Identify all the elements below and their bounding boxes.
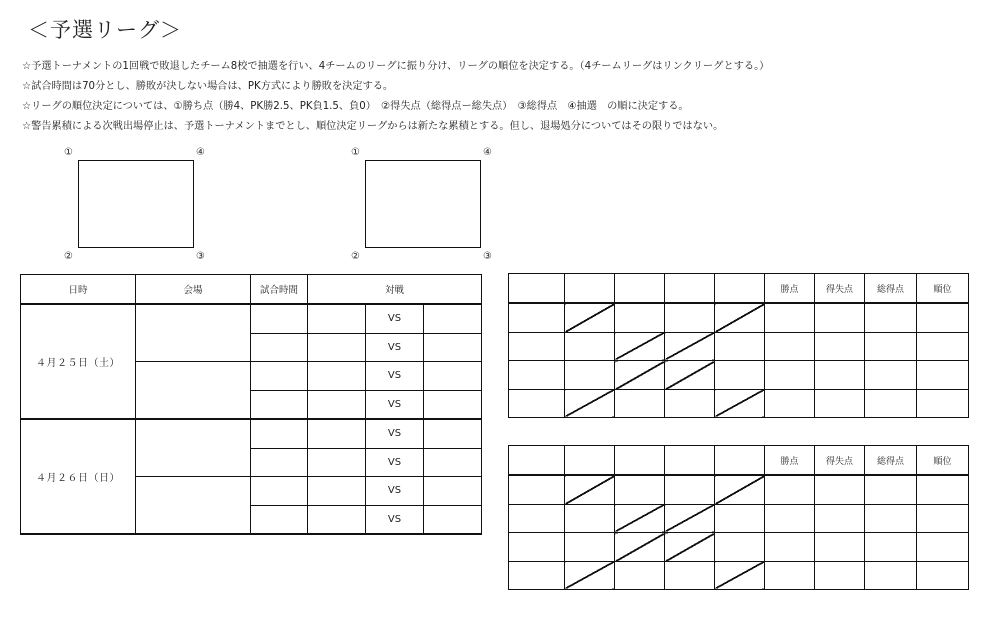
points-cell bbox=[765, 475, 815, 504]
goals-for-cell bbox=[865, 504, 917, 533]
team-header-cell bbox=[665, 446, 715, 476]
self-match-cell bbox=[665, 361, 715, 390]
team-cell bbox=[308, 477, 366, 506]
time-cell bbox=[251, 505, 308, 534]
match-date: ４月２６日（日） bbox=[21, 419, 136, 534]
rank-header: 順位 bbox=[917, 274, 969, 304]
result-cell bbox=[615, 475, 665, 504]
self-match-cell bbox=[715, 475, 765, 504]
time-cell bbox=[251, 419, 308, 448]
rank-cell bbox=[917, 303, 969, 332]
team-name-cell bbox=[509, 303, 565, 332]
team-cell bbox=[308, 390, 366, 419]
result-cell bbox=[565, 504, 615, 533]
time-cell bbox=[251, 477, 308, 506]
result-cell bbox=[565, 533, 615, 562]
team-slot-3-label: ③ bbox=[196, 251, 205, 262]
goals-for-header: 総得点 bbox=[865, 446, 917, 476]
rank-cell bbox=[917, 561, 969, 590]
points-cell bbox=[765, 361, 815, 390]
result-cell bbox=[665, 475, 715, 504]
team-name-cell bbox=[509, 389, 565, 418]
points-cell bbox=[765, 561, 815, 590]
points-cell bbox=[765, 504, 815, 533]
vs-label: VS bbox=[366, 477, 424, 506]
time-cell bbox=[251, 390, 308, 419]
result-cell bbox=[615, 389, 665, 418]
league-row bbox=[509, 504, 969, 533]
rules-list bbox=[22, 57, 769, 137]
rank-cell bbox=[917, 533, 969, 562]
time-cell bbox=[251, 304, 308, 333]
points-header: 勝点 bbox=[765, 446, 815, 476]
team-name-cell bbox=[509, 561, 565, 590]
points-cell bbox=[765, 303, 815, 332]
team-cell bbox=[424, 505, 482, 534]
points-header: 勝点 bbox=[765, 274, 815, 304]
league-row bbox=[509, 475, 969, 504]
goal-diff-header: 得失点 bbox=[815, 446, 865, 476]
match-date: ４月２５日（土） bbox=[21, 304, 136, 419]
league-row bbox=[509, 332, 969, 361]
goals-for-cell bbox=[865, 533, 917, 562]
rank-cell bbox=[917, 389, 969, 418]
rank-cell bbox=[917, 361, 969, 390]
team-name-cell bbox=[509, 332, 565, 361]
team-cell bbox=[424, 362, 482, 391]
team-cell bbox=[424, 304, 482, 333]
venue-cell bbox=[136, 304, 251, 362]
vs-label: VS bbox=[366, 419, 424, 448]
vs-label: VS bbox=[366, 362, 424, 391]
league-header-row bbox=[509, 274, 969, 304]
goal-diff-cell bbox=[815, 504, 865, 533]
goals-for-cell bbox=[865, 475, 917, 504]
rule-line: ☆予選トーナメントの1回戦で敗退したチーム8校で抽選を行い、4チームのリーグに振り分け、リーグの順位を決定する。（4チームリーグはリンクリーグとする。） bbox=[22, 61, 770, 72]
self-match-cell bbox=[715, 389, 765, 418]
league-table-a bbox=[508, 273, 969, 418]
vs-label: VS bbox=[366, 304, 424, 333]
team-name-cell bbox=[509, 504, 565, 533]
league-row bbox=[509, 361, 969, 390]
league-diagram-a bbox=[22, 147, 205, 268]
league-row bbox=[509, 389, 969, 418]
team-cell bbox=[424, 477, 482, 506]
team-slot-2-label: ② bbox=[64, 251, 73, 262]
goal-diff-header: 得失点 bbox=[815, 274, 865, 304]
date-header: 日時 bbox=[21, 275, 136, 305]
team-cell bbox=[308, 362, 366, 391]
league-header-row bbox=[509, 446, 969, 476]
result-cell bbox=[715, 504, 765, 533]
team-header-cell bbox=[565, 274, 615, 304]
time-header: 試合時間 bbox=[251, 275, 308, 305]
league-table-b bbox=[508, 445, 969, 590]
time-cell bbox=[251, 448, 308, 477]
match-row bbox=[21, 419, 482, 448]
match-header: 対戦 bbox=[308, 275, 482, 305]
team-name-cell bbox=[509, 361, 565, 390]
league-row bbox=[509, 303, 969, 332]
points-cell bbox=[765, 389, 815, 418]
team-slot-1-label: ① bbox=[351, 147, 360, 158]
schedule-header-row bbox=[21, 275, 482, 305]
goals-for-cell bbox=[865, 303, 917, 332]
rank-cell bbox=[917, 504, 969, 533]
venue-cell bbox=[136, 362, 251, 420]
result-cell bbox=[565, 332, 615, 361]
rank-header: 順位 bbox=[917, 446, 969, 476]
self-match-cell bbox=[615, 533, 665, 562]
venue-cell bbox=[136, 477, 251, 535]
match-row bbox=[21, 304, 482, 333]
result-cell bbox=[565, 361, 615, 390]
self-match-cell bbox=[715, 303, 765, 332]
team-name-cell bbox=[509, 533, 565, 562]
team-header-cell bbox=[615, 274, 665, 304]
result-cell bbox=[715, 533, 765, 562]
schedule-table bbox=[20, 274, 482, 535]
team-slot-1-label: ① bbox=[64, 147, 73, 158]
self-match-cell bbox=[565, 389, 615, 418]
self-match-cell bbox=[665, 504, 715, 533]
team-cell bbox=[308, 448, 366, 477]
league-diagram-b bbox=[309, 147, 492, 268]
self-match-cell bbox=[565, 475, 615, 504]
venue-cell bbox=[136, 419, 251, 477]
team-cell bbox=[308, 505, 366, 534]
team-slot-4-label: ④ bbox=[483, 147, 492, 158]
rank-cell bbox=[917, 475, 969, 504]
result-cell bbox=[615, 303, 665, 332]
rule-line: ☆警告累積による次戦出場停止は、予選トーナメントまでとし、順位決定リーグからは新たな累積とする。但し、退場処分についてはその限りではない。 bbox=[22, 121, 724, 132]
time-cell bbox=[251, 333, 308, 362]
self-match-cell bbox=[615, 504, 665, 533]
rule-line: ☆リーグの順位決定については、①勝ち点（勝4、PK勝2.5、PK負1.5、負0） ②得失点（総得点ー総失点） ③総得点 ④抽選 の順に決定する。 bbox=[22, 101, 689, 112]
rank-cell bbox=[917, 332, 969, 361]
time-cell bbox=[251, 362, 308, 391]
vs-label: VS bbox=[366, 505, 424, 534]
goals-for-cell bbox=[865, 361, 917, 390]
goal-diff-cell bbox=[815, 361, 865, 390]
corner-cell bbox=[509, 446, 565, 476]
team-cell bbox=[308, 419, 366, 448]
team-header-cell bbox=[665, 274, 715, 304]
self-match-cell bbox=[565, 561, 615, 590]
self-match-cell bbox=[665, 533, 715, 562]
goal-diff-cell bbox=[815, 303, 865, 332]
goals-for-header: 総得点 bbox=[865, 274, 917, 304]
self-match-cell bbox=[615, 361, 665, 390]
result-cell bbox=[715, 332, 765, 361]
team-header-cell bbox=[615, 446, 665, 476]
team-cell bbox=[308, 333, 366, 362]
points-cell bbox=[765, 332, 815, 361]
self-match-cell bbox=[565, 303, 615, 332]
corner-cell bbox=[509, 274, 565, 304]
team-header-cell bbox=[565, 446, 615, 476]
team-cell bbox=[424, 448, 482, 477]
goal-diff-cell bbox=[815, 332, 865, 361]
points-cell bbox=[765, 533, 815, 562]
team-cell bbox=[424, 419, 482, 448]
league-square bbox=[365, 160, 481, 248]
team-header-cell bbox=[715, 274, 765, 304]
result-cell bbox=[715, 361, 765, 390]
team-name-cell bbox=[509, 475, 565, 504]
league-row bbox=[509, 533, 969, 562]
result-cell bbox=[665, 561, 715, 590]
vs-label: VS bbox=[366, 448, 424, 477]
rule-line: ☆試合時間は70分とし、勝敗が決しない場合は、PK方式により勝敗を決定する。 bbox=[22, 81, 394, 92]
league-square bbox=[78, 160, 194, 248]
team-slot-2-label: ② bbox=[351, 251, 360, 262]
vs-label: VS bbox=[366, 390, 424, 419]
team-cell bbox=[424, 390, 482, 419]
goals-for-cell bbox=[865, 332, 917, 361]
goal-diff-cell bbox=[815, 475, 865, 504]
self-match-cell bbox=[715, 561, 765, 590]
team-slot-3-label: ③ bbox=[483, 251, 492, 262]
self-match-cell bbox=[665, 332, 715, 361]
goals-for-cell bbox=[865, 389, 917, 418]
team-header-cell bbox=[715, 446, 765, 476]
page-title: ＜予選リーグ＞ bbox=[28, 18, 182, 42]
team-slot-4-label: ④ bbox=[196, 147, 205, 158]
vs-label: VS bbox=[366, 333, 424, 362]
goal-diff-cell bbox=[815, 561, 865, 590]
venue-header: 会場 bbox=[136, 275, 251, 305]
goal-diff-cell bbox=[815, 389, 865, 418]
league-row bbox=[509, 561, 969, 590]
result-cell bbox=[665, 389, 715, 418]
result-cell bbox=[615, 561, 665, 590]
goal-diff-cell bbox=[815, 533, 865, 562]
result-cell bbox=[665, 303, 715, 332]
self-match-cell bbox=[615, 332, 665, 361]
team-cell bbox=[424, 333, 482, 362]
goals-for-cell bbox=[865, 561, 917, 590]
team-cell bbox=[308, 304, 366, 333]
